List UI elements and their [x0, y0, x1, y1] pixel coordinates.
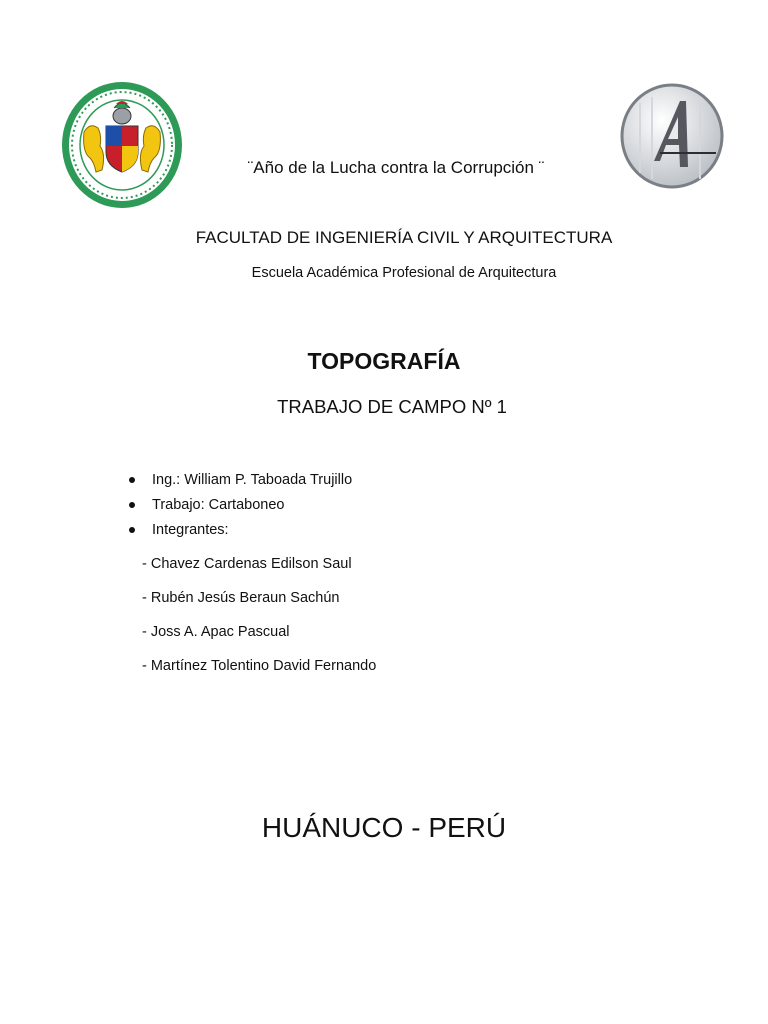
course-title: TOPOGRAFÍA	[307, 348, 461, 374]
university-seal-icon	[60, 80, 184, 210]
detail-engineer: Ing.: William P. Taboada Trujillo	[126, 468, 352, 493]
member-item: - Martínez Tolentino David Fernando	[142, 658, 377, 674]
bullet-icon	[129, 502, 135, 508]
members-list	[142, 552, 376, 688]
member-item: - Joss A. Apac Pascual	[142, 624, 290, 640]
bullet-icon	[129, 477, 135, 483]
detail-members-label: Integrantes:	[126, 518, 352, 543]
faculty-title: FACULTAD DE INGENIERÍA CIVIL Y ARQUITECTURA	[195, 228, 613, 247]
school-name: Escuela Académica Profesional de Arquitectura	[251, 265, 557, 281]
bullet-icon	[129, 527, 135, 533]
place-title: HUÁNUCO - PERÚ	[261, 812, 507, 843]
work-title: TRABAJO DE CAMPO Nº 1	[277, 396, 507, 417]
member-item: - Rubén Jesús Beraun Sachún	[142, 590, 340, 606]
year-motto: ¨Año de la Lucha contra la Corrupción ¨	[247, 158, 545, 177]
details-list	[126, 468, 352, 543]
detail-work: Trabajo: Cartaboneo	[126, 493, 352, 518]
member-item: - Chavez Cardenas Edilson Saul	[142, 556, 352, 572]
